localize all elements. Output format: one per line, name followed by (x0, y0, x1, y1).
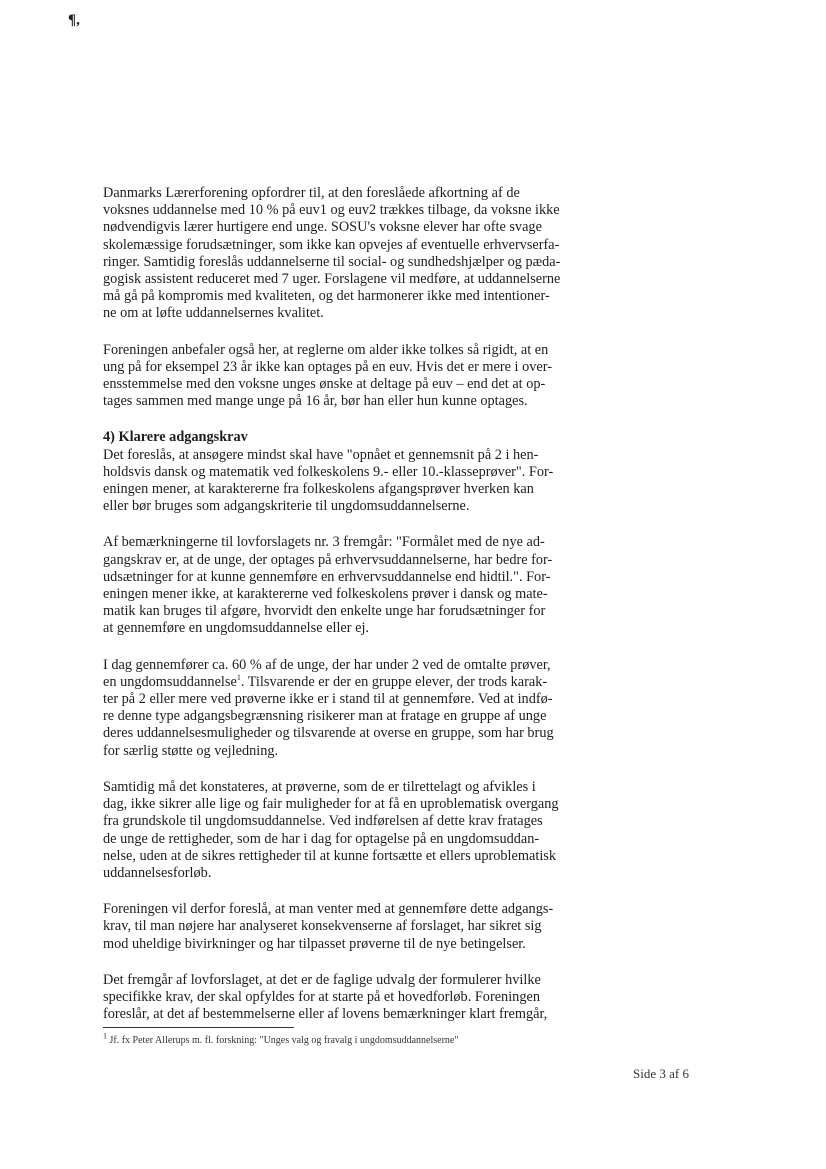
text-segment: Tilsvarende er der en gruppe elever, der trods karak- (247, 673, 548, 690)
text-segment: en ungdomsuddannelse (103, 673, 237, 690)
text-line: Foreningen vil derfor foreslå, at man venter med at gennemføre dette adgangs- (103, 901, 554, 918)
text-line: deres uddannelsesmuligheder og tilsvarende at overse en gruppe, som har brug (103, 725, 554, 742)
text-line: specifikke krav, der skal opfyldes for at starte på et hovedforløb. Foreningen (103, 988, 540, 1005)
text-line: foreslår, at det af bestemmelserne eller af lovens bemærkninger klart fremgår, (103, 1006, 548, 1023)
text-line: tages sammen med mange unge på 16 år, bør han eller hun kunne optages. (103, 393, 528, 410)
paragraph-5 (103, 657, 583, 760)
footnote-reference[interactable]: 1 (236, 673, 241, 683)
text-line: ung på for eksempel 23 år ikke kan optages på en euv. Hvis det er mere i over- (103, 358, 552, 375)
corner-mark: ¶, (68, 12, 80, 28)
text-line: fra grundskole til ungdomsuddannelse. Ved indførelsen af dette krav fratages (103, 813, 543, 830)
text-line: voksnes uddannelse med 10 % på euv1 og euv2 trækkes tilbage, da voksne ikke (103, 202, 560, 219)
text-line: krav, til man nøjere har analyseret konsekvenserne af forslaget, har sikret sig (103, 918, 542, 935)
text-line: ensstemmelse med den voksne unges ønske at deltage på euv – end det at op- (103, 376, 546, 393)
footnote-number: 1 (103, 1031, 107, 1041)
text-line: eningen mener, at karaktererne fra folkeskolens afgangsprøver hverken kan (103, 481, 534, 498)
text-line: må gå på kompromis med kvaliteten, og det harmonerer ikke med intentioner- (103, 288, 550, 305)
footnote (103, 1031, 459, 1047)
text-line: ne om at løfte uddannelsernes kvalitet. (103, 305, 324, 322)
section-heading: 4) Klarere adgangskrav (103, 429, 248, 446)
paragraph-7 (103, 901, 583, 953)
text-line: eningen mener ikke, at karaktererne ved folkeskolens prøver i dansk og mate- (103, 586, 548, 603)
page-number: Side 3 af 6 (633, 1066, 689, 1081)
paragraph-1 (103, 185, 583, 323)
footnote-divider (103, 1027, 294, 1028)
paragraph-4 (103, 534, 583, 637)
text-line: Af bemærkningerne til lovforslagets nr. 3 fremgår: "Formålet med de nye ad- (103, 534, 545, 551)
text-line: de unge de rettigheder, som de har i dag for optagelse på en ungdomsuddan- (103, 830, 540, 847)
paragraph-2 (103, 342, 583, 411)
text-line: ringer. Samtidig foreslås uddannelserne til social- og sundhedshjælper og pæda- (103, 253, 561, 270)
text-line: en ungdomsuddannelse$^1$. Tilsvarende er der en gruppe elever, der trods karak- (103, 673, 548, 690)
body-text (103, 185, 583, 1042)
paragraph-6 (103, 779, 583, 882)
text-line: re denne type adgangsbegrænsning risikerer man at fratage en gruppe af unge (103, 708, 547, 725)
text-line: Det foreslås, at ansøgere mindst skal have "opnået et gennemsnit på 2 i hen- (103, 446, 539, 463)
text-line: gangskrav er, at de unge, der optages på erhvervsuddannelserne, har bedre for- (103, 551, 553, 568)
text-line: Det fremgår af lovforslaget, at det er de faglige udvalg der formulerer hvilke (103, 971, 541, 988)
text-line: nødvendigvis lærer hurtigere end unge. SOSU's voksne elever har ofte svage (103, 219, 542, 236)
footnote-text: Jf. fx Peter Allerups m. fl. forskning: "Unges valg og fravalg i ungdomsuddannelserne" (109, 1035, 459, 1046)
text-line: nelse, uden at de sikres rettigheder til at kunne fortsætte et ellers uproblematisk (103, 847, 556, 864)
text-line: eller bør bruges som adgangskriterie til ungdomsuddannelserne. (103, 498, 470, 515)
text-line: mod uheldige bivirkninger og har tilpasset prøverne til de nye betingelser. (103, 935, 526, 952)
text-line: skolemæssige forudsætninger, som ikke kan opvejes af eventuelle erhvervserfa- (103, 236, 560, 253)
text-line: holdsvis dansk og matematik ved folkeskolens 9.- eller 10.-klasseprøver". For- (103, 463, 554, 480)
text-line: Foreningen anbefaler også her, at reglerne om alder ikke tolkes så rigidt, at en (103, 341, 549, 358)
section-4 (103, 429, 583, 515)
text-line: ter på 2 eller mere ved prøverne ikke er i stand til at gennemføre. Ved at indfø- (103, 691, 553, 708)
text-line: udsætninger for at kunne gennemføre en erhvervsuddannelse end hidtil.". For- (103, 568, 551, 585)
text-line: uddannelsesforløb. (103, 864, 212, 881)
text-line: for særlig støtte og vejledning. (103, 742, 279, 759)
paragraph-8 (103, 972, 583, 1024)
text-line: I dag gennemfører ca. 60 % af de unge, der har under 2 ved de omtalte prøver, (103, 656, 551, 673)
text-line: at gennemføre en ungdomsuddannelse eller ej. (103, 620, 369, 637)
text-line: dag, ikke sikrer alle lige og fair muligheder for at få en uproblematisk overgang (103, 796, 559, 813)
text-line: gogisk assistent reduceret med 7 uger. Forslagene vil medføre, at uddannelserne (103, 271, 561, 288)
text-line: Danmarks Lærerforening opfordrer til, at den foreslåede afkortning af de (103, 185, 520, 201)
text-line: Samtidig må det konstateres, at prøverne, som de er tilrettelagt og afvikles i (103, 778, 536, 795)
text-line: matik kan bruges til afgøre, hvorvidt den enkelte unge har forudsætninger for (103, 603, 546, 620)
